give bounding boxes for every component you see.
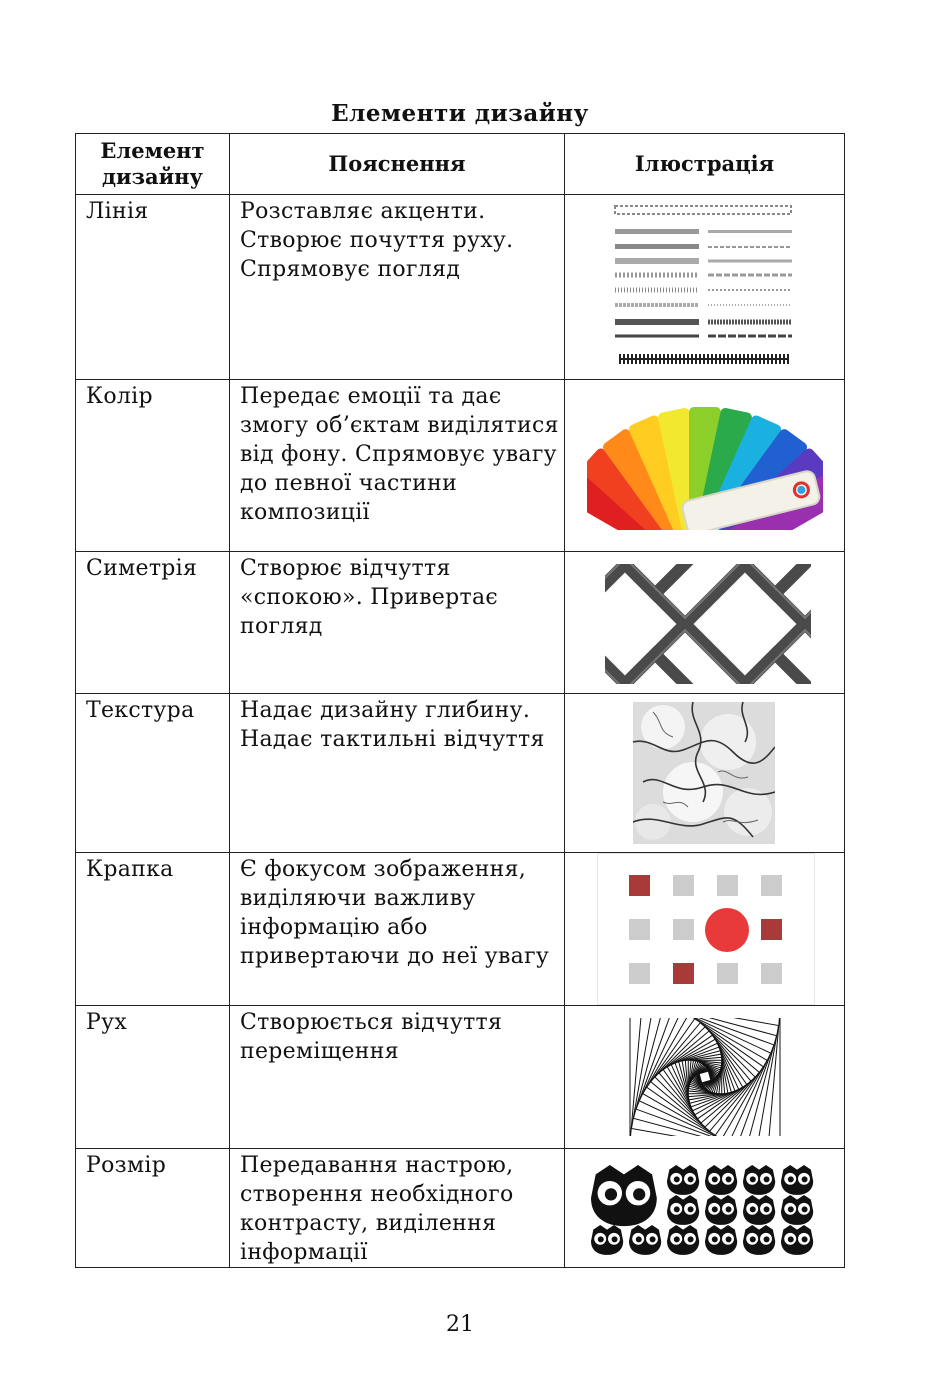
row-explanation: Надає дизайну глибину. Надає тактильні відчуття	[230, 694, 565, 853]
page-number: 21	[446, 1312, 474, 1337]
table-row	[76, 195, 845, 380]
row-name: Лінія	[76, 195, 230, 380]
spiral-motion-icon	[615, 1018, 795, 1136]
row-name: Текстура	[76, 694, 230, 853]
row-name: Колір	[76, 380, 230, 552]
symmetric-lattice-icon	[605, 564, 811, 684]
marble-texture-icon	[633, 702, 775, 844]
row-name: Розмір	[76, 1149, 230, 1268]
row-name: Крапка	[76, 853, 230, 1006]
line-samples-icon	[613, 203, 795, 371]
table-row	[76, 380, 845, 552]
table-row	[76, 853, 845, 1006]
row-explanation: Передає емоції та дає змогу об’єктам виділятися від фону. Спрямовує увагу до певної частини композиції	[230, 380, 565, 552]
row-name: Симетрія	[76, 552, 230, 694]
header-illustration: Ілюстрація	[565, 134, 845, 195]
page-title: Елементи дизайну	[331, 100, 589, 127]
row-explanation: Створюється відчуття переміщення	[230, 1006, 565, 1149]
design-elements-table	[75, 133, 845, 1268]
header-element: Елемент дизайну	[76, 134, 230, 195]
color-fan-icon	[587, 402, 823, 530]
table-header-row	[76, 134, 845, 195]
owl-sizes-icon	[591, 1163, 819, 1255]
table-row	[76, 552, 845, 694]
table-row	[76, 694, 845, 853]
dot-grid-icon	[597, 853, 815, 1005]
row-explanation: Розставляє акценти. Створює почуття руху. Спрямовує погляд	[230, 195, 565, 380]
row-explanation: Передавання настрою, створення необхідного контрасту, виділення інформації	[230, 1149, 565, 1268]
header-explanation: Пояснення	[230, 134, 565, 195]
table-row	[76, 1006, 845, 1149]
table-row	[76, 1149, 845, 1268]
row-name: Рух	[76, 1006, 230, 1149]
row-explanation: Створює відчуття «спокою». Привертає погляд	[230, 552, 565, 694]
row-explanation: Є фокусом зображення, виділяючи важливу інформацію або привертаючи до неї увагу	[230, 853, 565, 1006]
